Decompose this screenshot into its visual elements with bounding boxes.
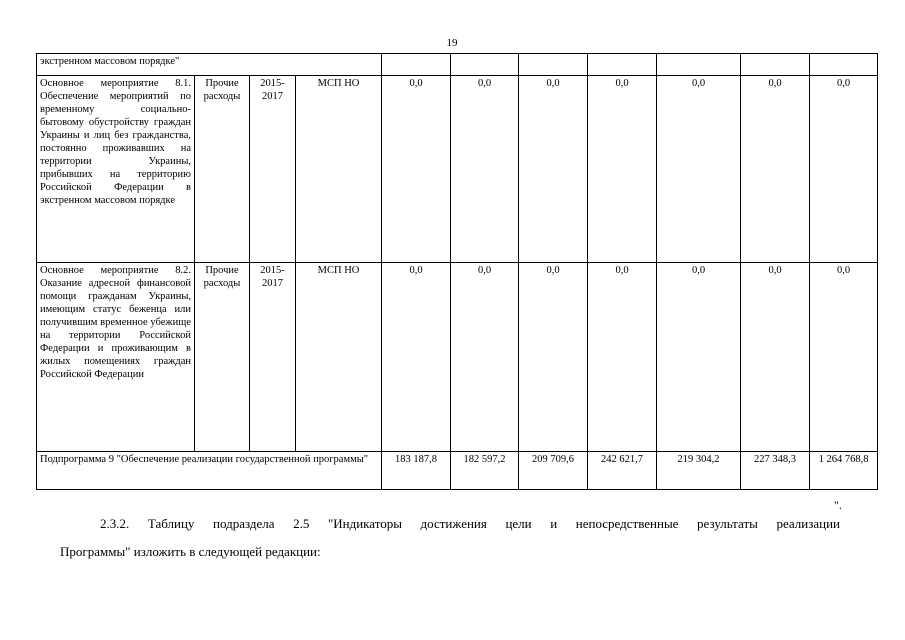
total-value-cell: 1 264 768,8: [810, 452, 878, 490]
expense-type: Прочие расходы: [195, 263, 250, 452]
expense-type: Прочие расходы: [195, 76, 250, 263]
budget-table: [36, 53, 878, 490]
executor: МСП НО: [296, 263, 382, 452]
period: 2015-2017: [250, 263, 296, 452]
measure-name: Основное мероприятие 8.1. Обеспечение мероприятий по временному социально-бытовому обустройству граждан Украины и лиц без гражданства, постоянно проживавших на территории Украины, прибывших на территорию Российской Федерации в экстренном массовом порядке: [37, 76, 195, 263]
table-row-continuation: [37, 54, 878, 76]
page-number: 19: [446, 37, 458, 49]
value-cell: 0,0: [810, 263, 878, 452]
total-value-cell: 182 597,2: [451, 452, 519, 490]
value-cell: 0,0: [519, 263, 588, 452]
closing-quote: ".: [834, 498, 842, 512]
total-value-cell: 209 709,6: [519, 452, 588, 490]
value-cell: 0,0: [741, 76, 810, 263]
total-value-cell: 183 187,8: [382, 452, 451, 490]
total-value-cell: 242 621,7: [588, 452, 657, 490]
value-cell: 0,0: [741, 263, 810, 452]
value-cell: 0,0: [657, 263, 741, 452]
value-cell: 0,0: [382, 263, 451, 452]
value-cell: 0,0: [519, 76, 588, 263]
table-row-subprogram-total: [37, 452, 878, 490]
table-row-measure-8-1: [37, 76, 878, 263]
paragraph-line-2: Программы" изложить в следующей редакции:: [60, 544, 321, 559]
value-cell: 0,0: [588, 76, 657, 263]
total-value-cell: 227 348,3: [741, 452, 810, 490]
value-cell: 0,0: [382, 76, 451, 263]
continuation-cell: экстренном массовом порядке": [37, 54, 382, 76]
value-cell: 0,0: [451, 263, 519, 452]
measure-name: Основное мероприятие 8.2. Оказание адресной финансовой помощи гражданам Украины, имеющим статус беженца или получившим временное убежище на территории Российской Федерации и проживающим в жилых помещениях граждан Российской Федерации: [37, 263, 195, 452]
period: 2015-2017: [250, 76, 296, 263]
subprogram-label: Подпрограмма 9 "Обеспечение реализации государственной программы": [37, 452, 382, 490]
table-row-measure-8-2: [37, 263, 878, 452]
total-value-cell: 219 304,2: [657, 452, 741, 490]
executor: МСП НО: [296, 76, 382, 263]
value-cell: 0,0: [657, 76, 741, 263]
value-cell: 0,0: [810, 76, 878, 263]
paragraph-line-1: 2.3.2. Таблицу подраздела 2.5 "Индикаторы достижения цели и непосредственные результаты реализации: [100, 516, 840, 531]
value-cell: 0,0: [451, 76, 519, 263]
value-cell: 0,0: [588, 263, 657, 452]
